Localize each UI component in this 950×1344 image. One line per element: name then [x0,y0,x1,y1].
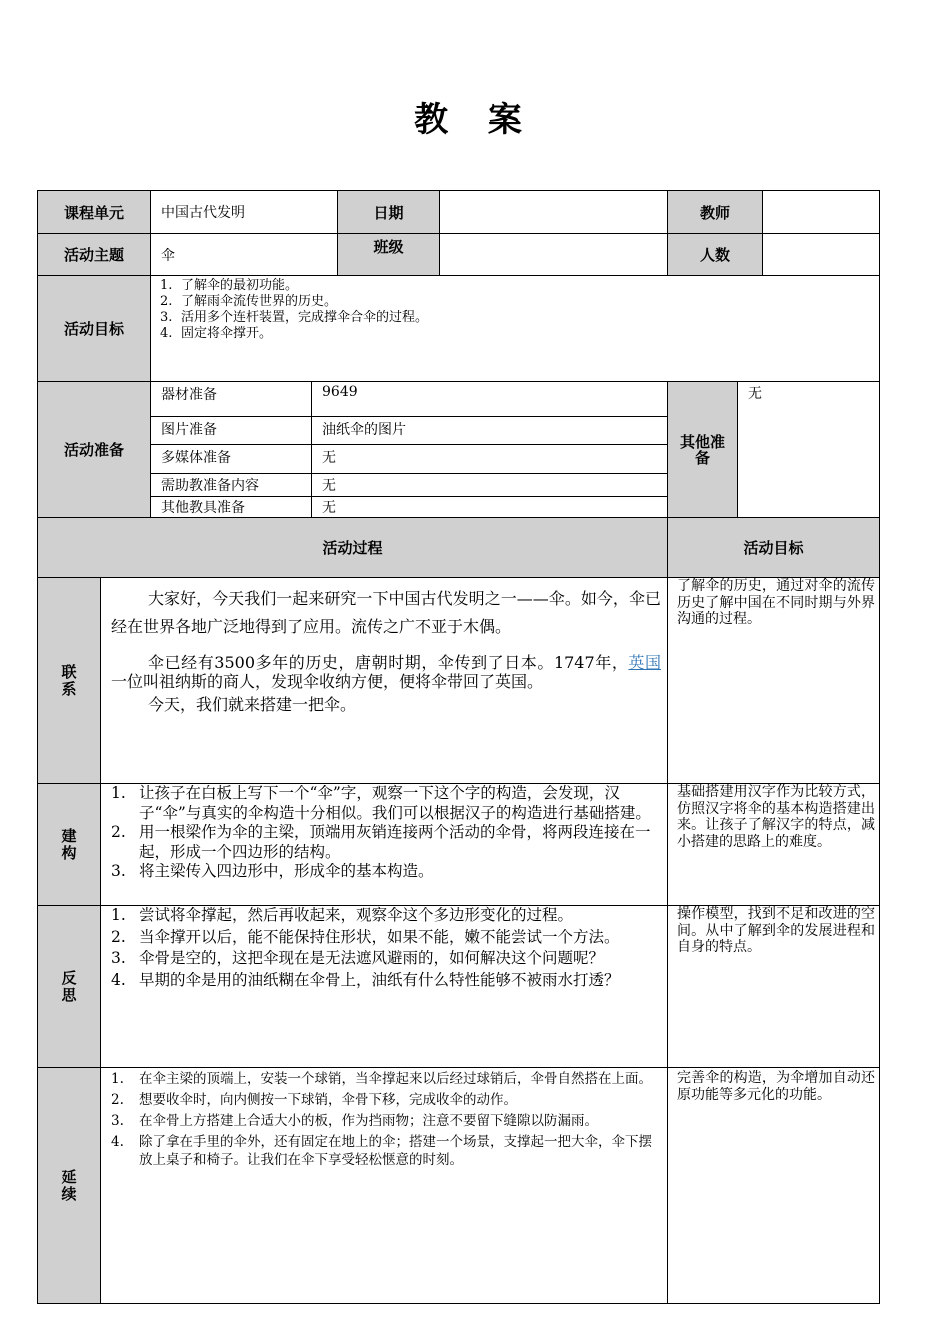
section-label-lianxi: 联系 [37,577,101,784]
paragraph: 大家好，今天我们一起来研究一下中国古代发明之一——伞。如今，伞已经在世界各地广泛地得到了应用。流传之广不亚于木偶。 [111,589,661,636]
prep-row-value: 油纸伞的图片 [311,416,668,445]
date-label: 日期 [337,190,440,234]
goals-list [150,275,880,382]
count-value [762,233,880,276]
section-content-fansi [100,905,668,1068]
section-content-yanxu [100,1067,668,1304]
other-prep-value: 无 [737,381,880,518]
list-item: 2. 用一根梁作为伞的主梁，顶端用灰销连接两个活动的伞骨，将两段连接在一起，形成一个四边形的结构。 [111,823,651,861]
date-value [439,190,668,234]
objective-header: 活动目标 [667,517,880,578]
section-objective-fansi: 操作模型，找到不足和改进的空间。从中了解到伞的发展进程和自身的特点。 [667,905,880,1068]
list-item: 3. 在伞骨上方搭建上合适大小的板，作为挡雨物；注意不要留下缝隙以防漏雨。 [111,1113,598,1129]
prep-label: 活动准备 [37,381,151,518]
prep-row-name: 图片准备 [150,416,312,445]
unit-value: 中国古代发明 [150,190,338,234]
section-objective-jiangou: 基础搭建用汉字作为比较方式，仿照汉字将伞的基本构造搭建出来。让孩子了解汉字的特点，减小搭建的思路上的难度。 [667,783,880,906]
list-item: 2. 想要收伞时，向内侧按一下球销，伞骨下移，完成收伞的动作。 [111,1092,517,1108]
teacher-value [762,190,880,234]
list-item: 4. 固定将伞撑开。 [160,326,273,341]
list-item: 1. 尝试将伞撑起，然后再收起来，观察伞这个多边形变化的过程。 [111,906,574,924]
list-item: 3. 活用多个连杆装置，完成撑伞合伞的过程。 [160,310,429,325]
prep-row-name: 器材准备 [150,381,312,417]
list-item: 3. 伞骨是空的，这把伞现在是无法遮风避雨的，如何解决这个问题呢？ [111,949,605,967]
paragraph: 伞已经有3500多年的历史，唐朝时期，伞传到了日本。1747年，英国一位叫祖纳斯的商人，发现伞收纳方便，便将伞带回了英国。 [111,653,661,691]
other-prep-label: 其他准备 [667,381,738,518]
prep-row-name: 需助教准备内容 [150,473,312,497]
list-item: 4. 早期的伞是用的油纸糊在伞骨上，油纸有什么特性能够不被雨水打透？ [111,970,620,989]
paragraph: 今天，我们就来搭建一把伞。 [148,695,357,714]
class-label: 班级 [337,233,440,276]
section-label-jiangou: 建构 [37,783,101,906]
unit-label: 课程单元 [37,190,151,234]
count-label: 人数 [667,233,763,276]
section-content-lianxi [100,577,668,784]
list-item: 4. 除了拿在手里的伞外，还有固定在地上的伞；搭建一个场景，支撑起一把大伞，伞下摆放上桌子和椅子。让我们在伞下享受轻松惬意的时刻。 [111,1134,652,1168]
list-item: 1. 让孩子在白板上写下一个“伞”字，观察一下这个字的构造，会发现，汉子“伞”与真实的伞构造十分相似。我们可以根据汉子的构造进行基础搭建。 [111,784,651,822]
section-objective-yanxu: 完善伞的构造，为伞增加自动还原功能等多元化的功能。 [667,1067,880,1304]
process-header: 活动过程 [37,517,668,578]
section-label-fansi: 反思 [37,905,101,1068]
teacher-label: 教师 [667,190,763,234]
goals-label: 活动目标 [37,275,151,382]
prep-row-name: 其他教具准备 [150,496,312,518]
theme-value: 伞 [150,233,338,276]
prep-row-value: 无 [311,473,668,497]
section-content-jiangou [100,783,668,906]
theme-label: 活动主题 [37,233,151,276]
link-england[interactable]: 英国 [628,653,661,672]
prep-row-value: 9649 [311,381,668,417]
prep-row-name: 多媒体准备 [150,444,312,474]
list-item: 1. 了解伞的最初功能。 [160,278,299,293]
section-objective-lianxi: 了解伞的历史，通过对伞的流传历史了解中国在不同时期与外界沟通的过程。 [667,577,880,784]
page-title: 教 案 [414,100,536,140]
prep-row-value: 无 [311,496,668,518]
section-label-yanxu: 延续 [37,1067,101,1304]
list-item: 2. 了解雨伞流传世界的历史。 [160,294,338,309]
prep-row-value: 无 [311,444,668,474]
list-item: 1. 在伞主梁的顶端上，安装一个球销，当伞撑起来以后经过球销后，伞骨自然搭在上面。 [111,1071,652,1087]
class-value [439,233,668,276]
list-item: 2. 当伞撑开以后，能不能保持住形状，如果不能，嫩不能尝试一个方法。 [111,927,620,946]
list-item: 3. 将主梁传入四边形中，形成伞的基本构造。 [111,862,434,880]
